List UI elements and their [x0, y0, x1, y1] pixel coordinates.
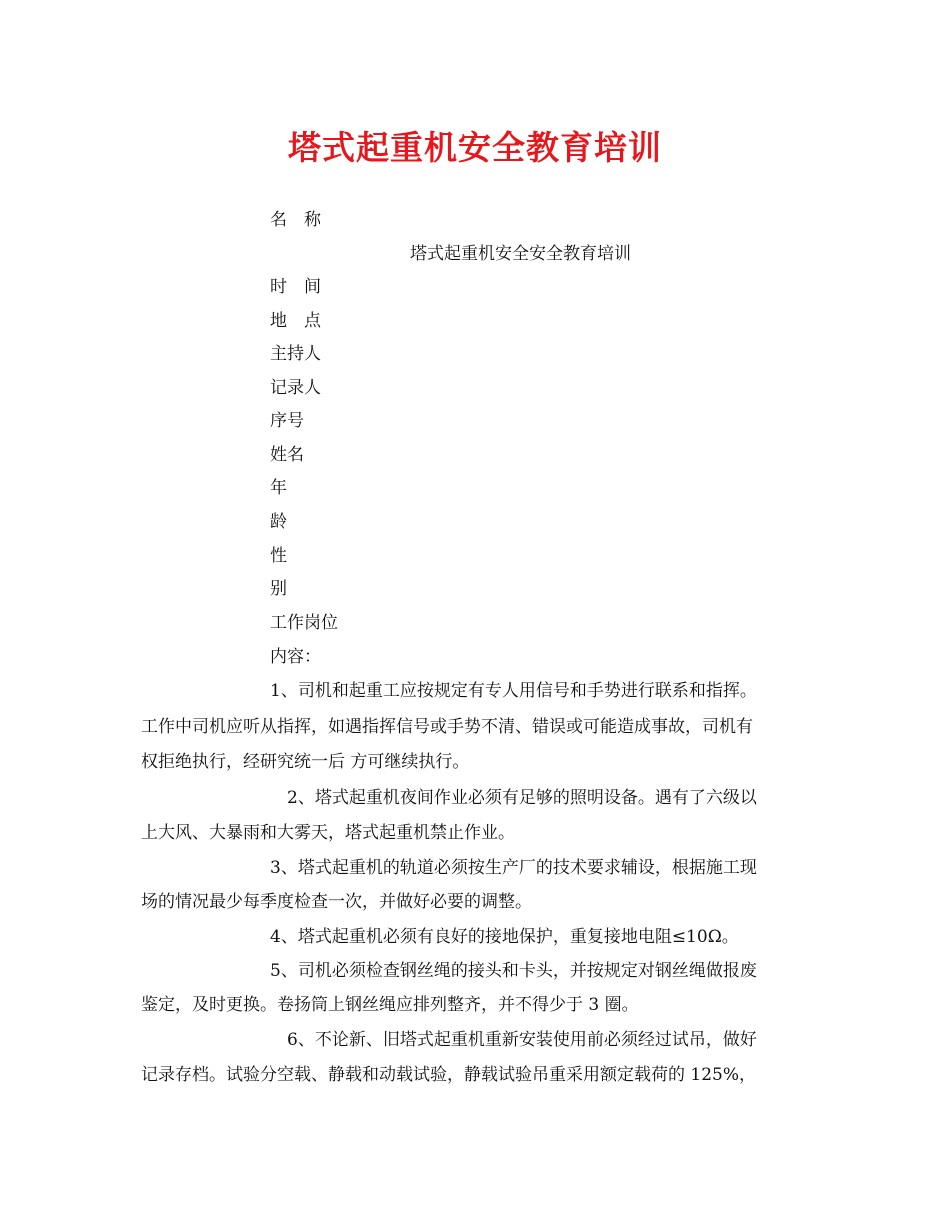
- para4-line1: 4、塔式起重机必须有良好的接地保护，重复接地电阻≤10Ω。: [270, 927, 739, 947]
- para6-line1: 6、不论新、旧塔式起重机重新安装使用前必须经过试吊，做好: [287, 1030, 757, 1050]
- age-label-part2: 龄: [270, 512, 287, 532]
- para3-line1: 3、塔式起重机的轨道必须按生产厂的技术要求辅设，根据施工现: [270, 858, 757, 878]
- para5-line2: 鉴定，及时更换。卷扬筒上钢丝绳应排列整齐，并不得少于 3 圈。: [141, 995, 639, 1015]
- place-label: 地 点: [270, 311, 321, 331]
- gender-label-part2: 别: [270, 579, 287, 599]
- person-name-label: 姓名: [270, 445, 304, 465]
- time-label: 时 间: [270, 277, 321, 297]
- gender-label-part1: 性: [270, 546, 287, 566]
- para6-line2: 记录存档。试验分空载、静载和动载试验，静载试验吊重采用额定载荷的 125%，: [141, 1065, 757, 1085]
- position-label: 工作岗位: [270, 613, 338, 633]
- para1-line3: 权拒绝执行，经研究统一后 方可继续执行。: [141, 752, 470, 772]
- para3-line2: 场的情况最少每季度检查一次，并做好必要的调整。: [141, 892, 532, 912]
- seq-label: 序号: [270, 411, 304, 431]
- para2-line1: 2、塔式起重机夜间作业必须有足够的照明设备。遇有了六级以: [287, 788, 757, 808]
- document-title: 塔式起重机安全教育培训: [288, 128, 662, 167]
- para2-line2: 上大风、大暴雨和大雾天，塔式起重机禁止作业。: [141, 823, 515, 843]
- name-label: 名 称: [270, 210, 321, 230]
- host-label: 主持人: [270, 344, 321, 364]
- para1-line2: 工作中司机应听从指挥，如遇指挥信号或手势不清、错误或可能造成事故，司机有: [141, 717, 753, 737]
- age-label-part1: 年: [270, 478, 287, 498]
- content-label: 内容：: [270, 647, 321, 667]
- recorder-label: 记录人: [270, 378, 321, 398]
- para5-line1: 5、司机必须检查钢丝绳的接头和卡头，并按规定对钢丝绳做报废: [270, 961, 757, 981]
- para1-line1: 1、司机和起重工应按规定有专人用信号和手势进行联系和指挥。: [270, 681, 757, 701]
- name-value: 塔式起重机安全安全教育培训: [410, 244, 631, 264]
